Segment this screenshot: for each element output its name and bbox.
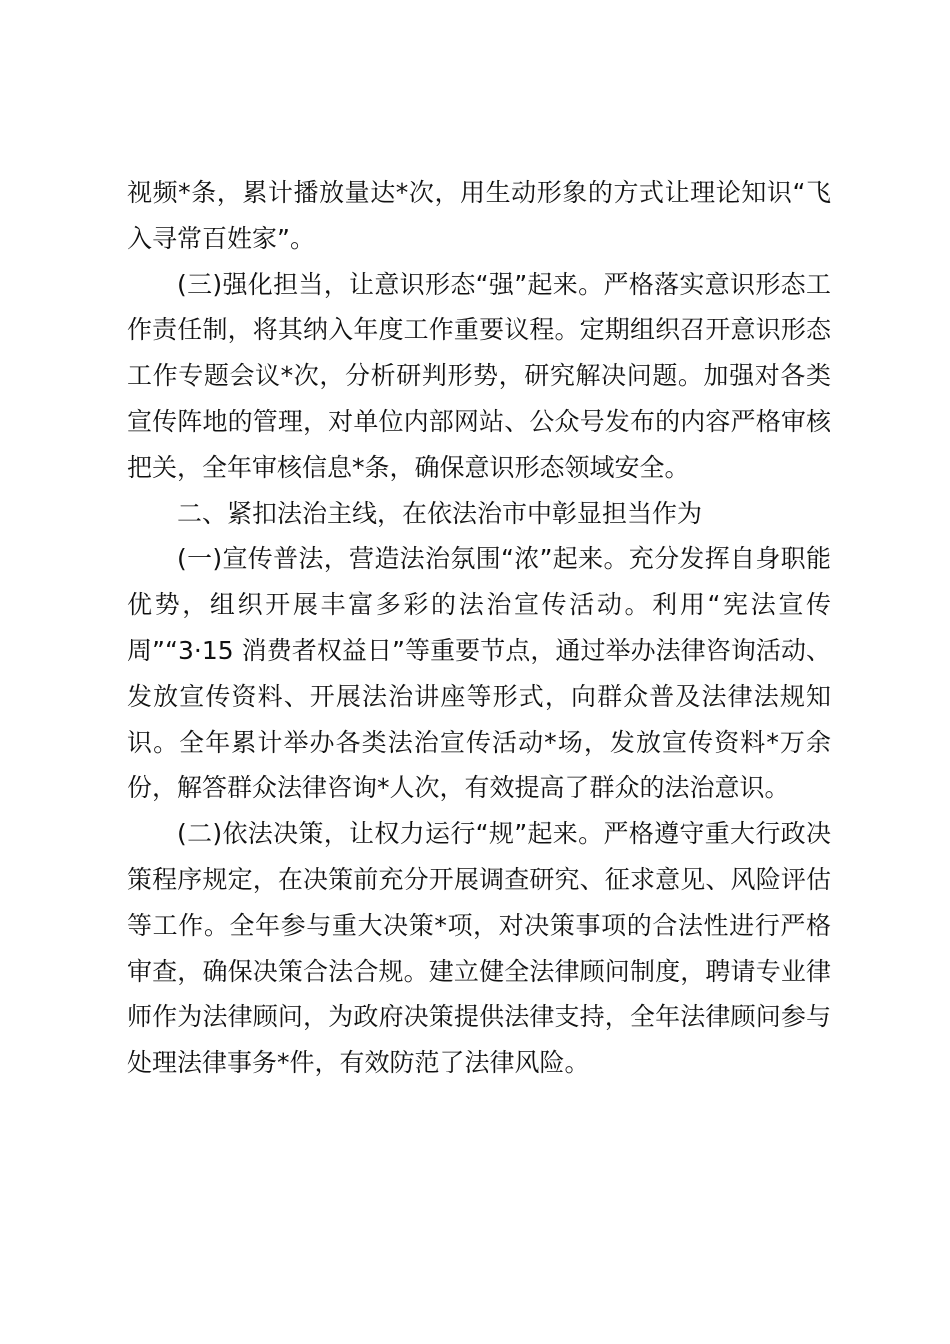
paragraph-continuation: 视频*条，累计播放量达*次，用生动形象的方式让理论知识“飞入寻常百姓家”。 <box>127 178 831 253</box>
section-heading-rule-of-law: 二、紧扣法治主线，在依法治市中彰显担当作为 <box>177 498 703 528</box>
paragraph-ideology-responsibility: (三)强化担当，让意识形态“强”起来。严格落实意识形态工作责任制，将其纳入年度工作重要议程。定期组织召开意识形态工作专题会议*次，分析研判形势，研究解决问题。加强对各类宣传阵地的管理，对单位内部网站、公众号发布的内容严格审核把关，全年审核信息*条，确保意识形态领域安全。 <box>127 269 831 482</box>
document-body <box>127 170 831 1086</box>
paragraph-lawful-decision: (二)依法决策，让权力运行“规”起来。严格遵守重大行政决策程序规定，在决策前充分开展调查研究、征求意见、风险评估等工作。全年参与重大决策*项，对决策事项的合法性进行严格审查，确保决策合法合规。建立健全法律顾问制度，聘请专业律师作为法律顾问，为政府决策提供法律支持，全年法律顾问参与处理法律事务*件，有效防范了法律风险。 <box>127 819 831 1078</box>
paragraph-legal-publicity: (一)宣传普法，营造法治氛围“浓”起来。充分发挥自身职能优势，组织开展丰富多彩的法治宣传活动。利用“宪法宣传周”“3·15 消费者权益日”等重要节点，通过举办法律咨询活动、发放宣传资料、开展法治讲座等形式，向群众普及法律法规知识。全年累计举办各类法治宣传活动*场，发放宣传资料*万余份，解答群众法律咨询*人次，有效提高了群众的法治意识。 <box>127 544 831 803</box>
